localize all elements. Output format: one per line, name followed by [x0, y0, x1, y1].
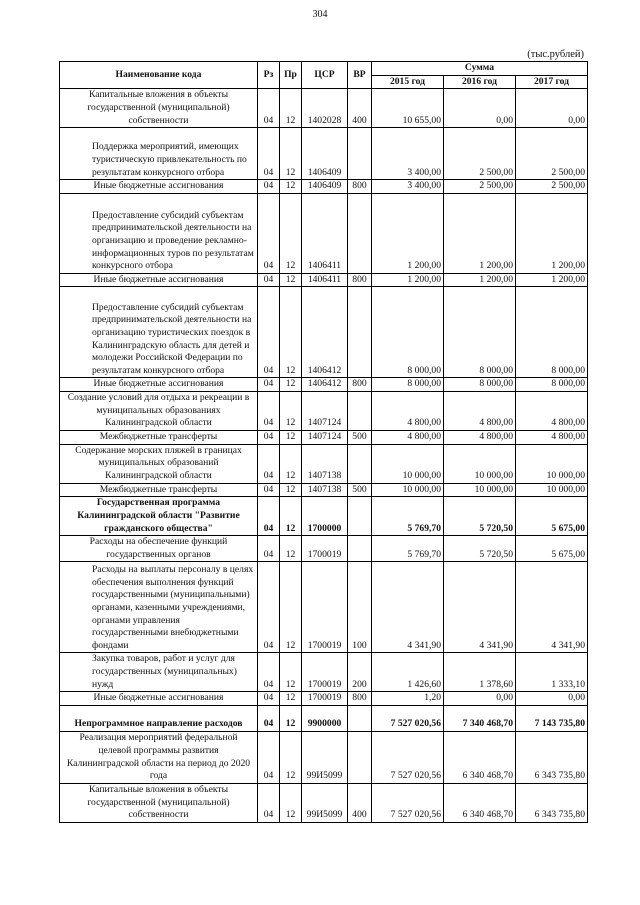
row-2017: 1 200,00 [516, 273, 588, 287]
row-name: Иные бюджетные ассигнования [60, 273, 258, 287]
table-row [60, 483, 588, 497]
row-name: Иные бюджетные ассигнования [60, 692, 258, 706]
row-rz: 04 [258, 562, 280, 653]
row-2016: 0,00 [444, 692, 516, 706]
row-2015: 7 527 020,56 [372, 731, 444, 783]
row-2016: 8 000,00 [444, 287, 516, 378]
row-2016: 7 340 468,70 [444, 705, 516, 731]
row-pr: 12 [280, 705, 302, 731]
row-vr: 200 [348, 653, 372, 692]
row-name: Межбюджетные трансферты [60, 430, 258, 444]
row-csr: 99И5099 [302, 783, 348, 822]
header-vr: ВР [348, 62, 372, 89]
row-2017: 1 200,00 [516, 193, 588, 273]
row-2016: 1 200,00 [444, 193, 516, 273]
row-rz: 04 [258, 653, 280, 692]
row-2015: 10 000,00 [372, 444, 444, 483]
row-vr [348, 391, 372, 430]
row-2017: 4 800,00 [516, 391, 588, 430]
row-csr: 1406412 [302, 378, 348, 392]
row-vr: 800 [348, 273, 372, 287]
row-vr: 800 [348, 692, 372, 706]
row-2016: 2 500,00 [444, 180, 516, 194]
table-row [60, 391, 588, 430]
row-2015: 10 000,00 [372, 483, 444, 497]
row-2016: 6 340 468,70 [444, 783, 516, 822]
row-name: Создание условий для отдыха и рекреации в муниципальных образованиях Калининградской области [60, 391, 258, 430]
row-pr: 12 [280, 562, 302, 653]
row-pr: 12 [280, 692, 302, 706]
row-vr [348, 193, 372, 273]
row-csr: 1407124 [302, 391, 348, 430]
row-2016: 5 720,50 [444, 536, 516, 562]
row-rz: 04 [258, 731, 280, 783]
row-pr: 12 [280, 731, 302, 783]
row-2017: 6 343 735,80 [516, 731, 588, 783]
table-row [60, 444, 588, 483]
row-pr: 12 [280, 273, 302, 287]
table-row [60, 273, 588, 287]
row-pr: 12 [280, 193, 302, 273]
row-vr: 100 [348, 562, 372, 653]
row-2015: 1 200,00 [372, 193, 444, 273]
row-pr: 12 [280, 391, 302, 430]
row-rz: 04 [258, 193, 280, 273]
row-2015: 7 527 020,56 [372, 783, 444, 822]
row-csr: 1406411 [302, 273, 348, 287]
row-2015: 4 800,00 [372, 430, 444, 444]
row-csr: 9900000 [302, 705, 348, 731]
row-vr: 800 [348, 180, 372, 194]
row-name: Межбюджетные трансферты [60, 483, 258, 497]
table-row [60, 180, 588, 194]
row-2015: 7 527 020,56 [372, 705, 444, 731]
row-name: Иные бюджетные ассигнования [60, 378, 258, 392]
row-csr: 1700019 [302, 562, 348, 653]
row-vr [348, 287, 372, 378]
table-row [60, 287, 588, 378]
row-rz: 04 [258, 430, 280, 444]
header-sum: Сумма [372, 62, 588, 76]
header-pr: Пр [280, 62, 302, 89]
row-vr [348, 128, 372, 180]
row-rz: 04 [258, 692, 280, 706]
row-rz: 04 [258, 89, 280, 128]
row-2015: 1 200,00 [372, 273, 444, 287]
row-csr: 1406409 [302, 128, 348, 180]
row-2016: 1 378,60 [444, 653, 516, 692]
row-2017: 8 000,00 [516, 378, 588, 392]
row-2017: 10 000,00 [516, 444, 588, 483]
row-name: Расходы на выплаты персоналу в целях обеспечения выполнения функций государственными (муниципальными) органами, казенными учреждениями, органами управления государственными внебюджетными фондами [60, 562, 258, 653]
row-csr: 1700019 [302, 653, 348, 692]
row-2017: 2 500,00 [516, 128, 588, 180]
row-vr: 500 [348, 483, 372, 497]
table-row [60, 731, 588, 783]
units-label: (тыс.рублей) [527, 49, 584, 60]
row-rz: 04 [258, 497, 280, 536]
row-csr: 1406412 [302, 287, 348, 378]
row-pr: 12 [280, 653, 302, 692]
table-row [60, 562, 588, 653]
row-name: Поддержка мероприятий, имеющих туристическую привлекательность по результатам конкурсного отбора [60, 128, 258, 180]
row-2017: 1 333,10 [516, 653, 588, 692]
table-row [60, 653, 588, 692]
table-row [60, 89, 588, 128]
row-rz: 04 [258, 705, 280, 731]
row-pr: 12 [280, 378, 302, 392]
row-csr: 1406411 [302, 193, 348, 273]
row-2017: 7 143 735,80 [516, 705, 588, 731]
row-name: Содержание морских пляжей в границах муниципальных образований Калининградской области [60, 444, 258, 483]
row-name: Реализация мероприятий федеральной целевой программы развития Калининградской области на период до 2020 года [60, 731, 258, 783]
row-vr: 500 [348, 430, 372, 444]
row-2015: 3 400,00 [372, 180, 444, 194]
row-rz: 04 [258, 483, 280, 497]
row-rz: 04 [258, 287, 280, 378]
table-row [60, 497, 588, 536]
row-2015: 5 769,70 [372, 536, 444, 562]
row-pr: 12 [280, 483, 302, 497]
row-2017: 0,00 [516, 692, 588, 706]
row-2017: 4 341,90 [516, 562, 588, 653]
header-2017: 2017 год [516, 75, 588, 89]
row-2017: 2 500,00 [516, 180, 588, 194]
row-rz: 04 [258, 783, 280, 822]
row-2015: 4 341,90 [372, 562, 444, 653]
table-row [60, 430, 588, 444]
row-2016: 4 800,00 [444, 391, 516, 430]
row-csr: 1700000 [302, 497, 348, 536]
row-pr: 12 [280, 430, 302, 444]
row-pr: 12 [280, 783, 302, 822]
table-row [60, 783, 588, 822]
row-2015: 10 655,00 [372, 89, 444, 128]
row-rz: 04 [258, 180, 280, 194]
row-2015: 1 426,60 [372, 653, 444, 692]
table-row [60, 128, 588, 180]
row-pr: 12 [280, 536, 302, 562]
row-pr: 12 [280, 497, 302, 536]
row-name: Предоставление субсидий субъектам предпринимательской деятельности на организацию и проведение рекламно-информационных туров по результатам конкурсного отбора [60, 193, 258, 273]
row-2015: 8 000,00 [372, 378, 444, 392]
row-2017: 6 343 735,80 [516, 783, 588, 822]
header-2015: 2015 год [372, 75, 444, 89]
row-2016: 0,00 [444, 89, 516, 128]
row-vr [348, 705, 372, 731]
table-row [60, 536, 588, 562]
row-2017: 5 675,00 [516, 497, 588, 536]
row-2016: 4 800,00 [444, 430, 516, 444]
row-2016: 2 500,00 [444, 128, 516, 180]
row-2015: 8 000,00 [372, 287, 444, 378]
row-2016: 10 000,00 [444, 483, 516, 497]
row-pr: 12 [280, 287, 302, 378]
row-rz: 04 [258, 128, 280, 180]
row-2016: 1 200,00 [444, 273, 516, 287]
budget-table [59, 61, 588, 823]
row-2017: 4 800,00 [516, 430, 588, 444]
row-pr: 12 [280, 128, 302, 180]
row-rz: 04 [258, 444, 280, 483]
row-2017: 10 000,00 [516, 483, 588, 497]
row-vr [348, 497, 372, 536]
row-csr: 1407138 [302, 444, 348, 483]
row-csr: 1406409 [302, 180, 348, 194]
row-name: Капитальные вложения в объекты государственной (муниципальной) собственности [60, 783, 258, 822]
row-csr: 1407138 [302, 483, 348, 497]
row-2016: 6 340 468,70 [444, 731, 516, 783]
row-2016: 5 720,50 [444, 497, 516, 536]
table-row [60, 705, 588, 731]
row-vr [348, 444, 372, 483]
row-2015: 1,20 [372, 692, 444, 706]
row-csr: 1700019 [302, 536, 348, 562]
row-vr: 800 [348, 378, 372, 392]
row-name: Непрограммное направление расходов [60, 705, 258, 731]
row-2016: 4 341,90 [444, 562, 516, 653]
table-row [60, 193, 588, 273]
row-name: Государственная программа Калининградской области "Развитие гражданского общества" [60, 497, 258, 536]
header-2016: 2016 год [444, 75, 516, 89]
row-pr: 12 [280, 180, 302, 194]
row-pr: 12 [280, 89, 302, 128]
row-2015: 5 769,70 [372, 497, 444, 536]
row-rz: 04 [258, 536, 280, 562]
row-pr: 12 [280, 444, 302, 483]
table-row [60, 378, 588, 392]
row-rz: 04 [258, 391, 280, 430]
row-name: Расходы на обеспечение функций государственных органов [60, 536, 258, 562]
row-rz: 04 [258, 273, 280, 287]
row-name: Закупка товаров, работ и услуг для государственных (муниципальных) нужд [60, 653, 258, 692]
row-csr: 99И5099 [302, 731, 348, 783]
page-number: 304 [312, 9, 328, 20]
row-vr: 400 [348, 89, 372, 128]
row-2016: 8 000,00 [444, 378, 516, 392]
row-2015: 3 400,00 [372, 128, 444, 180]
row-2017: 5 675,00 [516, 536, 588, 562]
row-vr [348, 731, 372, 783]
row-2016: 10 000,00 [444, 444, 516, 483]
row-rz: 04 [258, 378, 280, 392]
row-2017: 8 000,00 [516, 287, 588, 378]
row-name: Капитальные вложения в объекты государственной (муниципальной) собственности [60, 89, 258, 128]
table-row [60, 692, 588, 706]
header-name: Наименование кода [60, 62, 258, 89]
row-name: Предоставление субсидий субъектам предпринимательской деятельности на организацию туристических поездок в Калининградскую область для детей и молодежи Российской Федерации по результатам конкурсного отбора [60, 287, 258, 378]
row-csr: 1407124 [302, 430, 348, 444]
row-2015: 4 800,00 [372, 391, 444, 430]
header-csr: ЦСР [302, 62, 348, 89]
row-vr: 400 [348, 783, 372, 822]
row-csr: 1402028 [302, 89, 348, 128]
row-name: Иные бюджетные ассигнования [60, 180, 258, 194]
header-rz: Рз [258, 62, 280, 89]
row-vr [348, 536, 372, 562]
row-csr: 1700019 [302, 692, 348, 706]
row-2017: 0,00 [516, 89, 588, 128]
